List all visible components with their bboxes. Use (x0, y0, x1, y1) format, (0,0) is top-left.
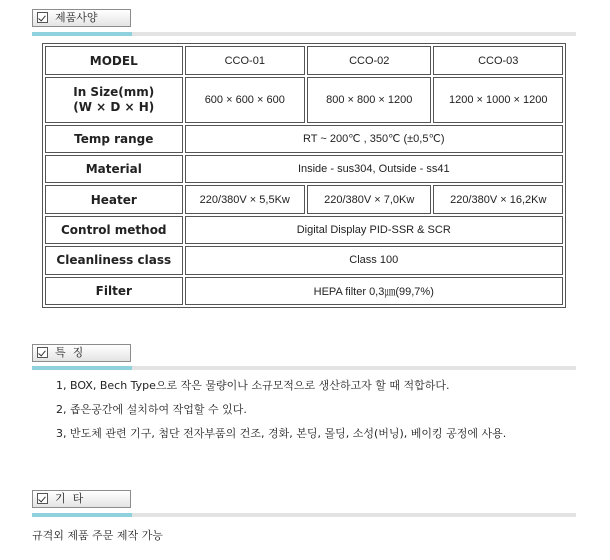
features-section-rule (32, 366, 576, 370)
checkbox-icon (37, 12, 48, 23)
control-method-header-cell: Control method (45, 216, 183, 244)
table-row-filter (45, 277, 563, 305)
feature-list (56, 378, 506, 450)
spec-section-title: 제품사양 (55, 11, 98, 24)
spec-section-tab (32, 9, 131, 27)
table-row-control-method (45, 216, 563, 244)
other-section-tab (32, 490, 131, 508)
table-row-cleanliness (45, 246, 563, 274)
in-size-cco-01: 600 × 600 × 600 (185, 77, 305, 122)
spec-table (42, 43, 566, 308)
temp-range-header-cell: Temp range (45, 125, 183, 153)
table-row-in-size (45, 77, 563, 122)
filter-value: HEPA filter 0,3㎛(99,7%) (185, 277, 563, 305)
cleanliness-value: Class 100 (185, 246, 563, 274)
filter-header-cell: Filter (45, 277, 183, 305)
in-size-header-cell (45, 77, 183, 122)
table-row-material (45, 155, 563, 183)
table-row-model (45, 46, 563, 75)
model-cco-03: CCO-03 (433, 46, 563, 75)
heater-cco-03: 220/380V × 16,2Kw (433, 185, 563, 213)
model-cco-01: CCO-01 (185, 46, 305, 75)
heater-cco-02: 220/380V × 7,0Kw (307, 185, 431, 213)
model-cco-02: CCO-02 (307, 46, 431, 75)
table-row-heater (45, 185, 563, 213)
heater-cco-01: 220/380V × 5,5Kw (185, 185, 305, 213)
list-item: 2, 좁은공간에 설치하여 작업할 수 있다. (56, 403, 247, 416)
model-header-cell: MODEL (45, 46, 183, 75)
temp-range-value: RT ~ 200℃ , 350℃ (±0,5℃) (185, 125, 563, 153)
features-section-title: 특 징 (55, 346, 84, 359)
material-header-cell: Material (45, 155, 183, 183)
cleanliness-header-cell: Cleanliness class (45, 246, 183, 274)
other-section-title: 기 타 (55, 492, 84, 505)
in-size-cco-03: 1200 × 1000 × 1200 (433, 77, 563, 122)
list-item: 3, 반도체 관련 기구, 첨단 전자부품의 건조, 경화, 본딩, 몰딩, 소성(버닝), 베이킹 공정에 사용. (56, 427, 507, 440)
table-row-temp-range (45, 125, 563, 153)
in-size-cco-02: 800 × 800 × 1200 (307, 77, 431, 122)
spec-section-rule (32, 32, 576, 36)
in-size-label: In Size(mm) (73, 85, 155, 100)
list-item: 1, BOX, Bech Type으로 작은 물량이나 소규모적으로 생산하고자 할 때 적합하다. (56, 379, 450, 392)
control-method-value: Digital Display PID-SSR & SCR (185, 216, 563, 244)
material-value: Inside - sus304, Outside - ss41 (185, 155, 563, 183)
features-section-tab (32, 344, 131, 362)
checkbox-icon (37, 493, 48, 504)
in-size-dimension-label: (W × D × H) (73, 100, 155, 115)
other-section-rule (32, 513, 576, 517)
checkbox-icon (37, 347, 48, 358)
custom-order-note: 규격외 제품 주문 제작 가능 (32, 529, 163, 542)
heater-header-cell: Heater (45, 185, 183, 213)
